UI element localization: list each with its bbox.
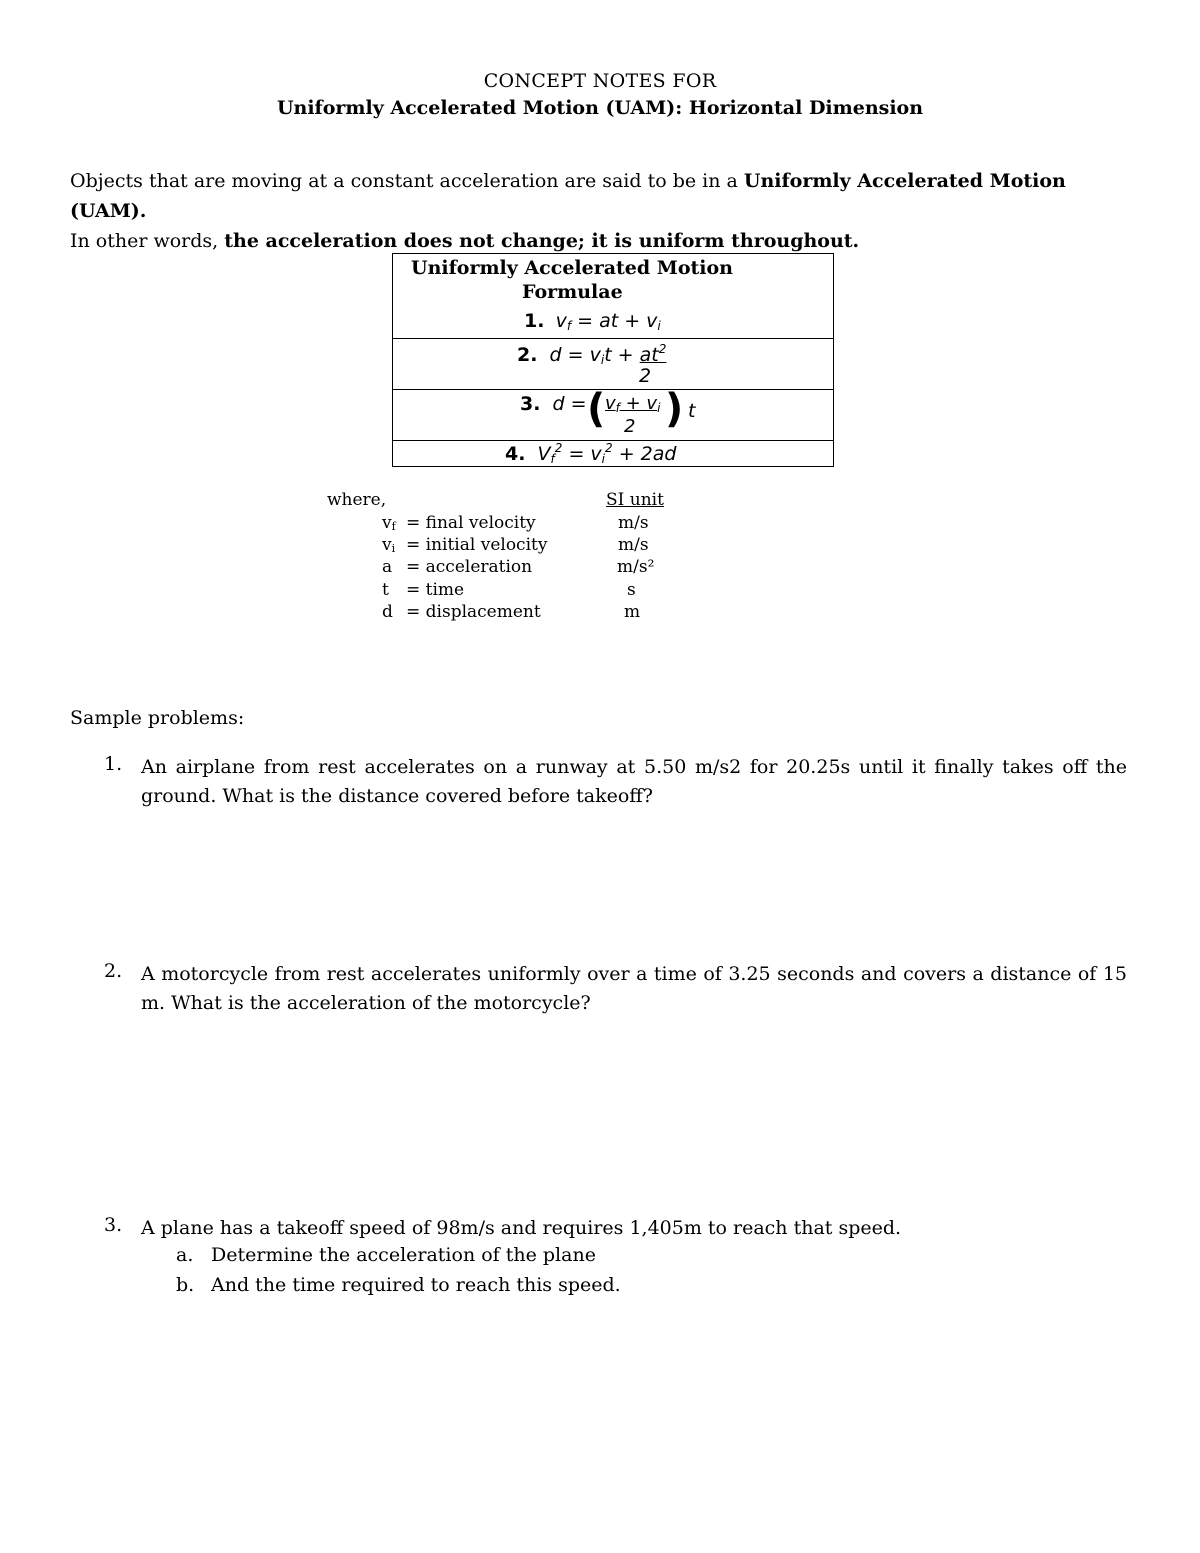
formula-2-expression: $d = v_it + at^2$: [543, 342, 667, 367]
formula-1: [524, 310, 661, 333]
problem-3a-text: Determine the acceleration of the plane: [211, 1244, 596, 1266]
formula-4-row: [393, 440, 833, 466]
problem-2-number: 2.: [104, 960, 123, 982]
formula-4-number: 4.: [505, 443, 526, 465]
formula-3-numerator: $v_f + v_i$: [605, 393, 661, 415]
var-symbol-d: d: [382, 602, 393, 622]
formula-3-denominator: 2: [624, 416, 636, 437]
problem-3b-label: b.: [176, 1274, 195, 1296]
var-symbol-vf: vf: [382, 513, 396, 533]
where-label: where,: [327, 490, 387, 510]
var-symbol-vi: vi: [382, 535, 396, 555]
formula-table-subtitle: Formulae: [522, 281, 623, 303]
intro-paragraph: [70, 166, 1130, 256]
formula-table-header: [393, 254, 833, 338]
var-unit-vf: m/s: [618, 513, 649, 533]
problem-1-number: 1.: [104, 753, 123, 775]
problem-3b-text: And the time required to reach this speed.: [211, 1274, 621, 1296]
intro-text-1: Objects that are moving at a constant acceleration are said to be in a: [70, 170, 744, 192]
doc-title-line1: CONCEPT NOTES FOR: [483, 70, 717, 92]
formula-4-expression: $V_f^2 = v_i^2 + 2ad$: [531, 441, 677, 466]
intro-text-2: In other words,: [70, 230, 225, 252]
var-symbol-a: a: [382, 557, 393, 577]
si-unit-header: SI unit: [606, 490, 664, 510]
var-unit-t: s: [627, 580, 636, 600]
var-unit-a: m/s²: [617, 557, 655, 577]
formula-table: [392, 253, 834, 467]
var-desc-vi: = initial velocity: [406, 535, 548, 555]
formula-3-row: [393, 386, 833, 440]
formula-2: [517, 342, 666, 367]
formula-2-number: 2.: [517, 344, 538, 366]
formula-4: [505, 441, 676, 466]
problem-1-text: An airplane from rest accelerates on a runway at 5.50 m/s2 for 20.25s until it finally takes off the ground. What is the distance covered before takeoff?: [141, 756, 1127, 807]
var-symbol-t: t: [382, 580, 389, 600]
var-unit-d: m: [624, 602, 641, 622]
intro-bold-1: Uniformly Accelerated Motion (UAM).: [70, 170, 1066, 222]
var-desc-d: = displacement: [406, 602, 541, 622]
problem-3a-label: a.: [176, 1244, 194, 1266]
formula-1-expression: $v_f$ = at + $v_i$: [549, 310, 661, 333]
sample-heading: Sample problems:: [70, 707, 245, 729]
problem-3-number: 3.: [104, 1214, 123, 1236]
intro-bold-2: the acceleration does not change; it is uniform throughout.: [224, 230, 860, 252]
formula-2-row: [393, 338, 833, 389]
doc-title-line2: Uniformly Accelerated Motion (UAM): Horizontal Dimension: [276, 97, 924, 119]
formula-1-number: 1.: [524, 310, 545, 332]
problem-3-text: A plane has a takeoff speed of 98m/s and requires 1,405m to reach that speed.: [141, 1217, 902, 1239]
var-desc-t: = time: [406, 580, 465, 600]
formula-3-number: 3.: [520, 393, 541, 415]
formula-3: [520, 393, 587, 415]
var-desc-vf: = final velocity: [406, 513, 536, 533]
formula-3-left-paren: (: [587, 386, 606, 432]
formula-2-denominator: 2: [639, 365, 652, 387]
formula-table-title: Uniformly Accelerated Motion: [411, 257, 733, 279]
formula-3-time: t: [688, 400, 696, 422]
formula-3-lhs: d =: [546, 393, 587, 415]
formula-3-right-paren: ): [665, 386, 684, 432]
var-desc-a: = acceleration: [406, 557, 533, 577]
var-unit-vi: m/s: [618, 535, 649, 555]
problem-2-text: A motorcycle from rest accelerates uniformly over a time of 3.25 seconds and covers a distance of 15 m. What is the acceleration of the motorcycle?: [141, 963, 1127, 1014]
